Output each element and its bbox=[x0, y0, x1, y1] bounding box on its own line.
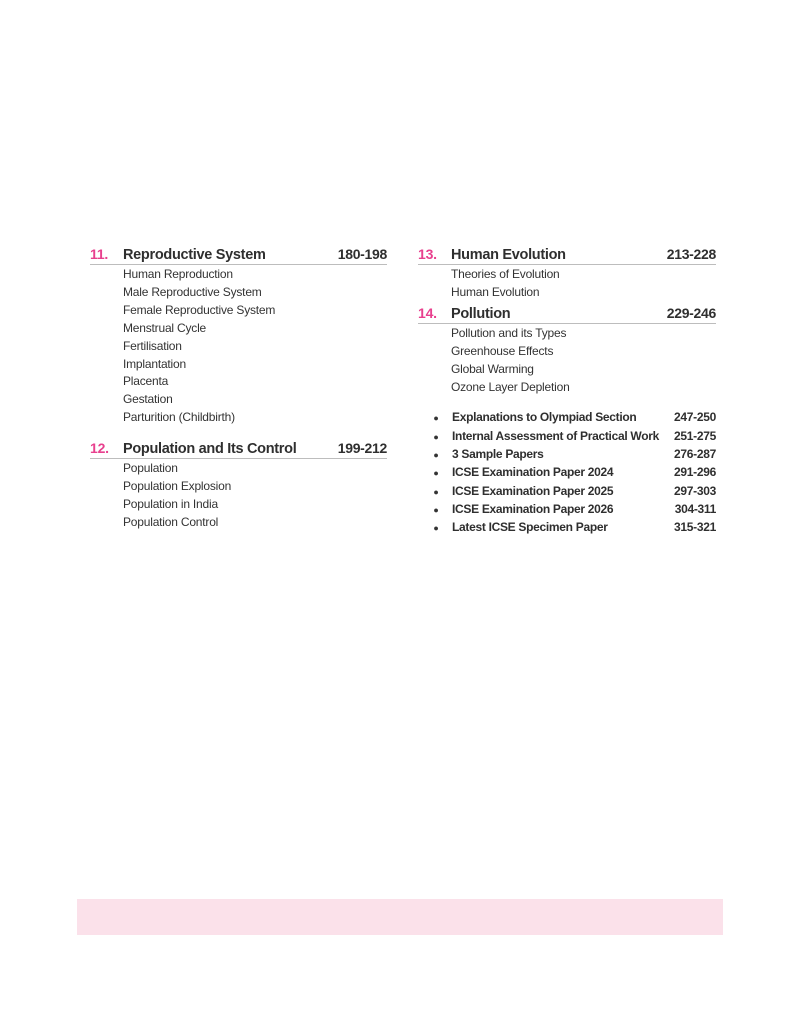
chapter-title: Human Evolution bbox=[451, 247, 566, 263]
chapter-12-heading[interactable] bbox=[90, 439, 387, 459]
extras-title: ICSE Examination Paper 2024 bbox=[452, 465, 614, 480]
topic-item: Parturition (Childbirth) bbox=[123, 410, 235, 425]
chapter-title: Reproductive System bbox=[123, 247, 266, 263]
bullet-icon bbox=[418, 409, 452, 427]
bullet-icon bbox=[418, 464, 452, 482]
chapter-13-heading[interactable] bbox=[418, 245, 716, 265]
extras-list bbox=[418, 408, 716, 536]
extras-item[interactable] bbox=[418, 408, 716, 426]
extras-title: Internal Assessment of Practical Work bbox=[452, 428, 659, 443]
extras-title: Latest ICSE Specimen Paper bbox=[452, 520, 608, 535]
topic-item: Theories of Evolution bbox=[451, 267, 560, 281]
chapter-14-topics bbox=[418, 324, 716, 397]
chapter-number: 14. bbox=[418, 304, 437, 321]
chapter-number: 11. bbox=[90, 246, 109, 262]
extras-pages: 291-296 bbox=[674, 465, 716, 480]
chapter-13-topics bbox=[418, 265, 716, 302]
extras-item[interactable] bbox=[418, 445, 716, 463]
chapter-11-heading[interactable] bbox=[90, 245, 387, 265]
chapter-12 bbox=[90, 439, 387, 532]
topic-item: Population Control bbox=[123, 514, 219, 529]
bullet-icon bbox=[418, 519, 452, 537]
chapter-title: Pollution bbox=[451, 305, 511, 322]
extras-pages: 276-287 bbox=[674, 447, 716, 462]
topic-item: Pollution and its Types bbox=[451, 325, 567, 340]
chapter-number: 12. bbox=[90, 440, 109, 457]
topic-item: Global Warming bbox=[451, 361, 534, 376]
bullet-icon bbox=[418, 428, 452, 446]
extras-title: Explanations to Olympiad Section bbox=[452, 410, 637, 425]
chapter-14 bbox=[418, 304, 716, 397]
chapter-12-topics bbox=[90, 459, 387, 532]
extras-pages: 247-250 bbox=[674, 410, 716, 425]
topic-item: Female Reproductive System bbox=[123, 302, 276, 317]
footer-band bbox=[77, 899, 723, 935]
topic-item: Human Reproduction bbox=[123, 267, 233, 281]
extras-title: ICSE Examination Paper 2025 bbox=[452, 483, 614, 498]
bullet-icon bbox=[418, 483, 452, 501]
bullet-icon bbox=[418, 446, 452, 464]
extras-item[interactable] bbox=[418, 518, 716, 536]
chapter-number: 13. bbox=[418, 246, 437, 262]
extras-title: ICSE Examination Paper 2026 bbox=[452, 501, 614, 516]
topic-item: Population in India bbox=[123, 496, 218, 511]
extras-pages: 304-311 bbox=[674, 501, 716, 516]
topic-item: Ozone Layer Depletion bbox=[451, 379, 570, 394]
extras-pages: 315-321 bbox=[674, 520, 716, 535]
toc-left-column bbox=[90, 245, 387, 532]
chapter-pages: 199-212 bbox=[337, 440, 387, 457]
chapter-title: Population and Its Control bbox=[123, 441, 297, 458]
chapter-pages: 229-246 bbox=[666, 304, 716, 321]
topic-item: Population bbox=[123, 461, 178, 476]
chapter-11 bbox=[90, 245, 387, 427]
topic-item: Human Evolution bbox=[451, 284, 540, 299]
extras-item[interactable] bbox=[418, 482, 716, 500]
extras-title: 3 Sample Papers bbox=[452, 447, 544, 462]
topic-item: Menstrual Cycle bbox=[123, 320, 207, 335]
topic-item: Implantation bbox=[123, 356, 186, 371]
extras-pages: 297-303 bbox=[674, 483, 716, 498]
bullet-icon bbox=[418, 501, 452, 519]
toc-right-column bbox=[418, 245, 716, 537]
chapter-13 bbox=[418, 245, 716, 302]
extras-item[interactable] bbox=[418, 463, 716, 481]
chapter-pages: 213-228 bbox=[666, 246, 716, 262]
extras-item[interactable] bbox=[418, 500, 716, 518]
topic-item: Greenhouse Effects bbox=[451, 343, 554, 358]
topic-item: Fertilisation bbox=[123, 338, 182, 353]
chapter-11-topics bbox=[90, 265, 387, 427]
chapter-14-heading[interactable] bbox=[418, 304, 716, 324]
topic-item: Population Explosion bbox=[123, 479, 232, 494]
topic-item: Gestation bbox=[123, 392, 173, 407]
topic-item: Placenta bbox=[123, 374, 169, 389]
topic-item: Male Reproductive System bbox=[123, 284, 262, 299]
extras-item[interactable] bbox=[418, 427, 716, 445]
chapter-pages: 180-198 bbox=[337, 246, 387, 262]
extras-pages: 251-275 bbox=[674, 428, 716, 443]
